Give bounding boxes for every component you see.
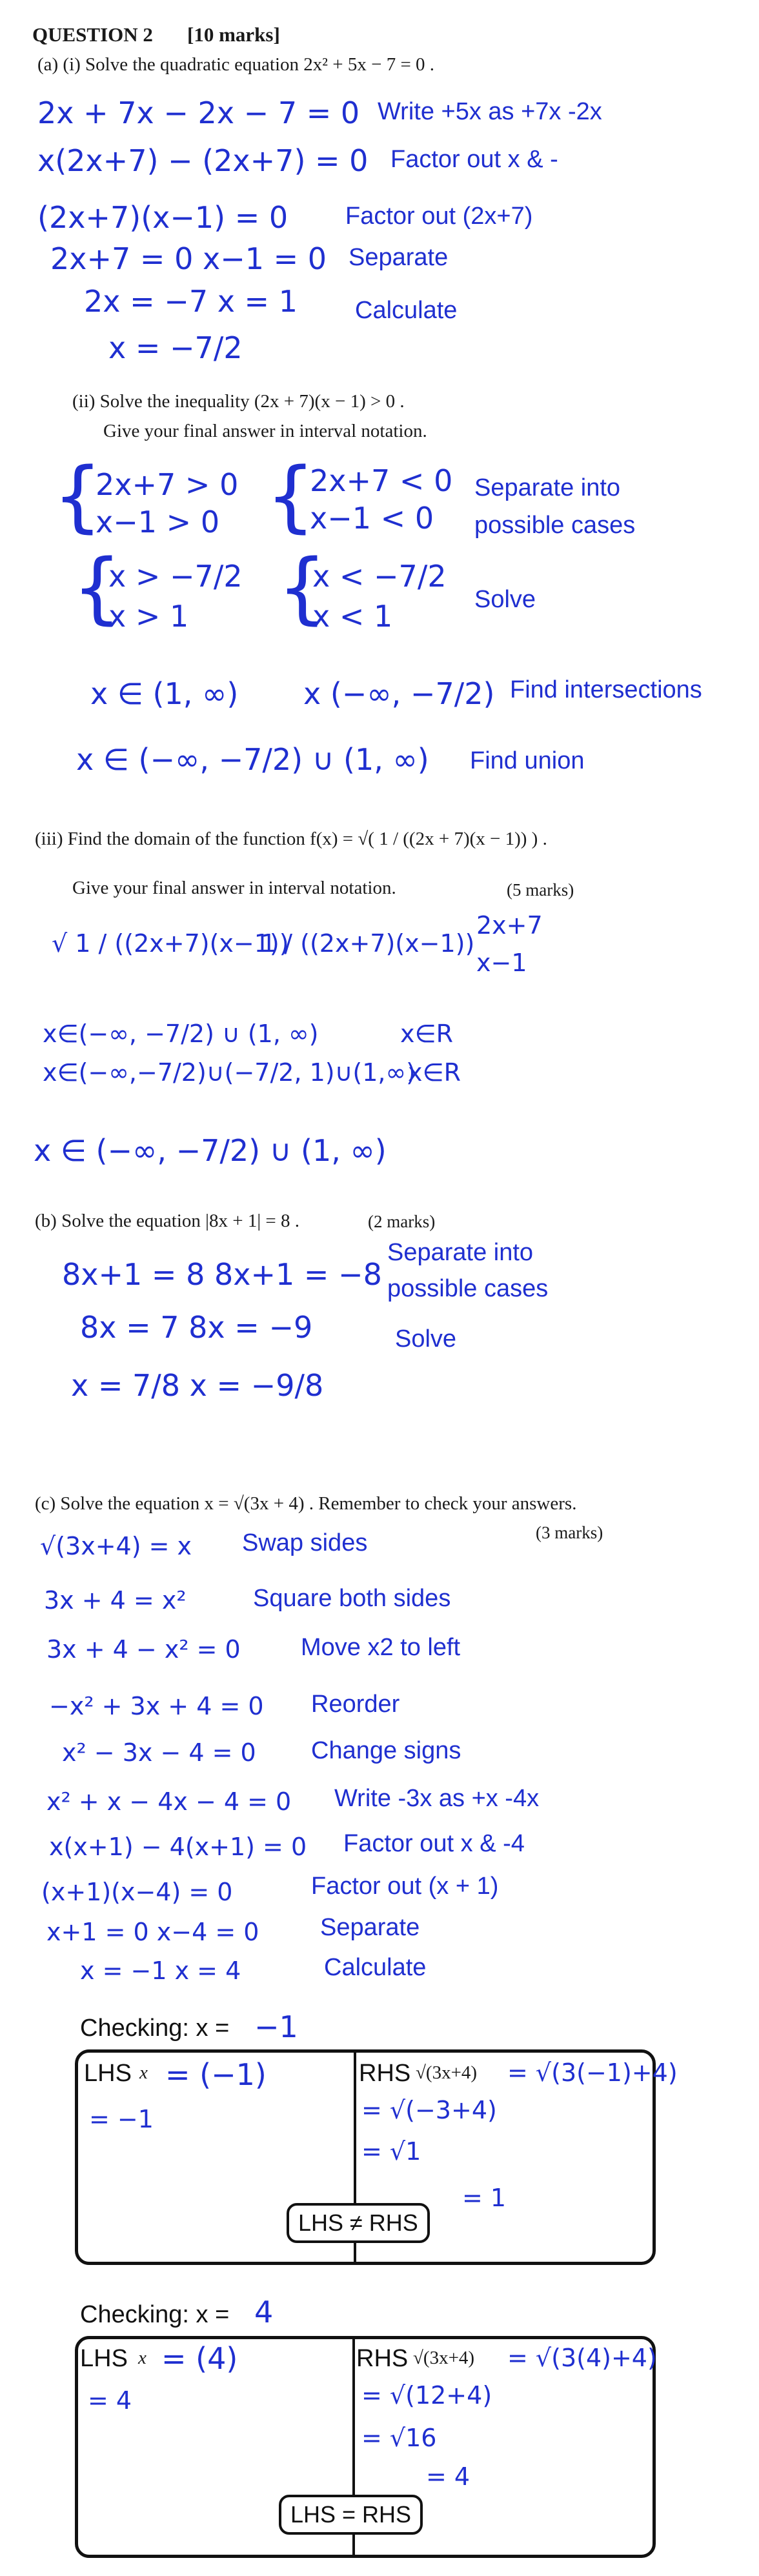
b-prompt: (b) Solve the equation |8x + 1| = 8 .	[35, 1211, 299, 1231]
a-iii-prompt-1: (iii) Find the domain of the function f(x) = √( 1 / ((2x + 7)(x − 1)) ) .	[35, 829, 547, 849]
a-iii-domain-2: x∈(−∞,−7/2)∪(−7/2, 1)∪(1,∞)	[43, 1058, 416, 1087]
c-note-9: Separate	[320, 1914, 420, 1941]
check-1-rhs-sub: = √(3(−1)+4)	[507, 2058, 678, 2087]
a-iii-domain-1-r: x∈R	[400, 1020, 453, 1048]
solve2-brace: {	[278, 543, 327, 633]
c-work-3: 3x + 4 − x² = 0	[46, 1635, 241, 1664]
a-i-work-1: 2x + 7x − 2x − 7 = 0	[37, 96, 360, 130]
a-ii-case2-a: 2x+7 < 0	[310, 463, 453, 498]
c-note-7: Factor out x & -4	[343, 1830, 525, 1857]
a-ii-intersection-right: x (−∞, −7/2)	[303, 676, 495, 711]
check-1-lhs-sub: = (−1)	[165, 2057, 267, 2092]
c-note-2: Square both sides	[253, 1585, 451, 1612]
check-1-rhs-label: RHS	[359, 2060, 411, 2087]
a-iii-part-1: 2x+7	[476, 911, 543, 940]
a-iii-domain-2-r: x∈R	[408, 1058, 461, 1087]
a-i-prompt: (a) (i) Solve the quadratic equation 2x² + 5x − 7 = 0 .	[37, 54, 435, 75]
a-ii-solve2-a: x < −7/2	[312, 559, 447, 594]
a-ii-note-separate: Separate into	[474, 474, 621, 501]
b-note-solve: Solve	[395, 1325, 457, 1353]
a-iii-part-2: x−1	[476, 949, 527, 977]
a-ii-intersection-left: x ∈ (1, ∞)	[90, 676, 239, 711]
a-ii-prompt-1: (ii) Solve the inequality (2x + 7)(x − 1) > 0 .	[72, 391, 405, 412]
c-note-3: Move x2 to left	[301, 1634, 461, 1661]
a-i-note-4: Separate	[349, 244, 449, 271]
a-i-work-6: x = −7/2	[108, 330, 243, 365]
total-marks: [10 marks]	[187, 23, 280, 46]
check-1-label: Checking: x =	[80, 2015, 230, 2042]
a-ii-prompt-2: Give your final answer in interval notation.	[103, 421, 427, 441]
b-result: x = 7/8 x = −9/8	[71, 1368, 324, 1403]
c-work-7: x(x+1) − 4(x+1) = 0	[49, 1833, 307, 1861]
check-2-lhs-result: = 4	[88, 2386, 132, 2415]
b-cases: 8x+1 = 8 8x+1 = −8	[62, 1257, 382, 1292]
a-ii-note-intersections: Find intersections	[510, 676, 702, 703]
check-2-rhs-line-2: = √(12+4)	[361, 2381, 492, 2410]
a-i-work-3: (2x+7)(x−1) = 0	[37, 200, 288, 235]
check-1-rhs-expr: √(3x+4)	[416, 2062, 478, 2083]
check-1-rhs-line-3: = √1	[361, 2137, 421, 2166]
check-2-lhs-sub: = (4)	[161, 2341, 238, 2376]
check-1-rhs-line-2: = √(−3+4)	[361, 2096, 497, 2124]
c-marks: (3 marks)	[536, 1523, 603, 1542]
check-1-lhs-expr: x	[139, 2062, 148, 2083]
a-i-note-1: Write +5x as +7x -2x	[378, 98, 602, 125]
c-note-4: Reorder	[311, 1691, 400, 1718]
a-i-note-3: Factor out (2x+7)	[345, 203, 533, 230]
check-1-verdict: LHS ≠ RHS	[287, 2203, 430, 2243]
check-1-value: −1	[254, 2009, 298, 2044]
a-i-work-2: x(2x+7) − (2x+7) = 0	[37, 143, 369, 178]
c-note-6: Write -3x as +x -4x	[334, 1785, 540, 1812]
check-2-verdict: LHS = RHS	[279, 2495, 423, 2535]
a-i-note-5: Calculate	[355, 297, 458, 324]
check-1-rhs-line-4: = 1	[462, 2184, 507, 2212]
check-2-rhs-line-4: = 4	[426, 2462, 471, 2491]
c-note-8: Factor out (x + 1)	[311, 1873, 499, 1900]
c-work-4: −x² + 3x + 4 = 0	[49, 1692, 264, 1720]
c-work-5: x² − 3x − 4 = 0	[62, 1738, 256, 1767]
c-work-6: x² + x − 4x − 4 = 0	[46, 1787, 292, 1816]
b-marks: (2 marks)	[368, 1212, 436, 1231]
check-2-value: 4	[254, 2295, 274, 2329]
a-ii-note-solve: Solve	[474, 586, 536, 613]
c-note-1: Swap sides	[242, 1529, 368, 1556]
b-note-1: Separate into	[387, 1239, 534, 1266]
a-iii-final: x ∈ (−∞, −7/2) ∪ (1, ∞)	[34, 1133, 387, 1168]
check-2-rhs-sub: = √(3(4)+4)	[507, 2344, 657, 2372]
a-ii-solve1-a: x > −7/2	[108, 559, 243, 594]
c-note-10: Calculate	[324, 1954, 427, 1981]
c-note-5: Change signs	[311, 1737, 461, 1764]
a-ii-union: x ∈ (−∞, −7/2) ∪ (1, ∞)	[76, 742, 429, 777]
c-work-10: x = −1 x = 4	[80, 1957, 241, 1985]
a-i-work-5: 2x = −7 x = 1	[84, 284, 298, 319]
a-ii-case1-b: x−1 > 0	[96, 505, 220, 539]
a-iii-marks: (5 marks)	[507, 880, 574, 900]
a-i-work-4: 2x+7 = 0 x−1 = 0	[50, 241, 327, 276]
case2-brace: {	[266, 452, 316, 541]
c-work-2: 3x + 4 = x²	[44, 1586, 187, 1615]
c-work-9: x+1 = 0 x−4 = 0	[46, 1918, 259, 1946]
a-iii-domain-1: x∈(−∞, −7/2) ∪ (1, ∞)	[43, 1020, 319, 1048]
a-ii-case1-a: 2x+7 > 0	[96, 467, 239, 502]
a-ii-solve1-b: x > 1	[108, 599, 189, 634]
a-iii-frac-expr: 1 / ((2x+7)(x−1))	[261, 929, 475, 958]
a-ii-case2-b: x−1 < 0	[310, 501, 434, 536]
b-note-2: possible cases	[387, 1275, 549, 1302]
c-work-1: √(3x+4) = x	[40, 1532, 192, 1560]
a-i-note-2: Factor out x & -	[390, 146, 558, 173]
check-2-rhs-expr: √(3x+4)	[413, 2348, 475, 2368]
a-ii-solve2-b: x < 1	[312, 599, 393, 634]
c-prompt: (c) Solve the equation x = √(3x + 4) . Remember to check your answers.	[35, 1493, 577, 1514]
a-ii-note-union: Find union	[470, 747, 585, 774]
a-iii-root-expr: √ 1 / ((2x+7)(x−1))	[52, 929, 289, 958]
check-1-lhs-result: = −1	[89, 2105, 154, 2133]
check-1-lhs-label: LHS	[84, 2060, 132, 2087]
b-calc: 8x = 7 8x = −9	[80, 1310, 313, 1345]
c-work-8: (x+1)(x−4) = 0	[41, 1878, 233, 1906]
question-title: QUESTION 2	[32, 23, 153, 46]
check-2-label: Checking: x =	[80, 2301, 230, 2328]
a-ii-note-separate-2: possible cases	[474, 512, 636, 539]
case1-brace: {	[53, 452, 103, 541]
check-2-lhs-label: LHS	[80, 2345, 128, 2372]
solve1-brace: {	[72, 543, 122, 633]
check-2-rhs-label: RHS	[356, 2345, 409, 2372]
a-iii-prompt-2: Give your final answer in interval notation.	[72, 878, 396, 898]
check-2-rhs-line-3: = √16	[361, 2424, 437, 2452]
check-2-lhs-expr: x	[138, 2348, 147, 2368]
